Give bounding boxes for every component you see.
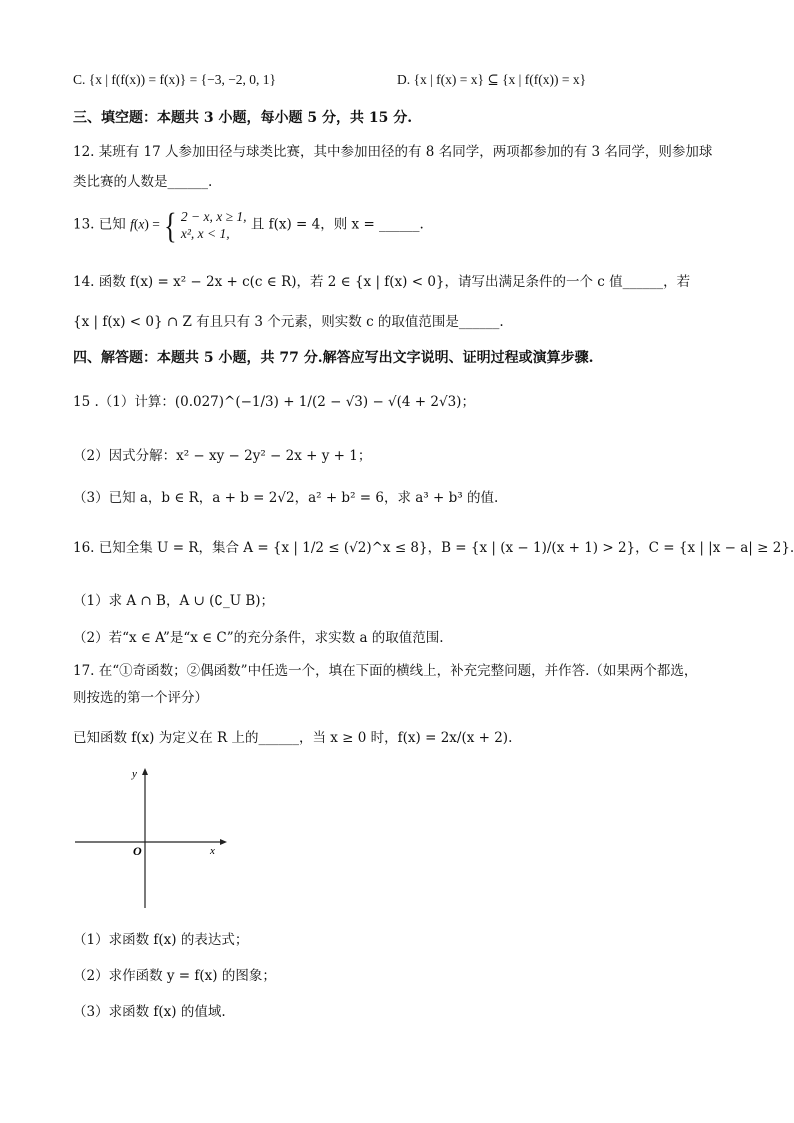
q16-part2: （2）若“x ∈ A”是“x ∈ C”的充分条件，求实数 a 的取值范围. <box>73 630 444 646</box>
q17-given: 已知函数 f(x) 为定义在 R 上的______，当 x ≥ 0 时，f(x) = 2x/(x + 2). <box>73 730 513 746</box>
section4-heading: 四、解答题：本题共 5 小题，共 77 分.解答应写出文字说明、证明过程或演算步骤. <box>73 350 594 366</box>
q16-stem: 16. 已知全集 U = R，集合 A = {x | 1/2 ≤ (√2)^x ≤ 8}，B = {x | (x − 1)/(x + 1) > 2}，C = {x | |x − a| ≥ 2}. <box>73 540 794 556</box>
q13-cases <box>181 208 247 242</box>
q13-suffix: 且 f(x) = 4，则 x = ______. <box>250 216 424 233</box>
q17-stem2: 则按选的第一个评分） <box>73 690 208 706</box>
q11-option-d <box>397 70 586 90</box>
q13-case2: x², x < 1, <box>180 226 230 241</box>
q12-line1: 12. 某班有 17 人参加田径与球类比赛，其中参加田径的有 8 名同学，两项都参加的有 3 名同学，则参加球 <box>73 144 713 160</box>
q15-part1: 15 .（1）计算：(0.027)^(−1/3) + 1/(2 − √3) − √(4 + 2√3)； <box>73 394 475 410</box>
q13: 13. 已知 f(x) = { 2 − x, x ≥ 1, x², x < 1, 且 f(x) = 4，则 x = ______. <box>73 204 424 246</box>
q17-stem1: 17. 在“①奇函数；②偶函数”中任选一个，填在下面的横线上，补充完整问题，并作答.（如果两个都选， <box>73 663 698 679</box>
q11-option-d-text: D. {x | f(x) = x} ⊆ {x | f(f(x)) = x} <box>397 72 587 87</box>
coordinate-axes-figure <box>70 765 230 915</box>
x-axis-label: x <box>210 845 215 857</box>
y-axis-label: y <box>132 768 137 780</box>
q13-prefix: 13. 已知 <box>73 216 126 233</box>
q17-part1: （1）求函数 f(x) 的表达式； <box>73 932 249 948</box>
q11-option-c <box>73 70 276 90</box>
q17-part3: （3）求函数 f(x) 的值域. <box>73 1004 226 1020</box>
origin-label: O <box>133 844 142 858</box>
q15-part3: （3）已知 a，b ∈ R，a + b = 2√2，a² + b² = 6，求 a³ + b³ 的值. <box>73 490 499 506</box>
q16-part1: （1）求 A ∩ B，A ∪ (∁_U B)； <box>73 593 275 609</box>
q15-part2: （2）因式分解：x² − xy − 2y² − 2x + y + 1； <box>73 448 372 464</box>
q14-line2: {x | f(x) < 0} ∩ Z 有且只有 3 个元素，则实数 c 的取值范围是______. <box>73 314 504 330</box>
q11-option-c-text: C. {x | f(f(x)) = f(x)} = {−3, −2, 0, 1} <box>73 72 277 87</box>
q14-line1: 14. 函数 f(x) = x² − 2x + c(c ∈ R)，若 2 ∈ {x | f(x) < 0}，请写出满足条件的一个 c 值______，若 <box>73 274 691 290</box>
q12-line2: 类比赛的人数是______. <box>73 174 213 190</box>
q17-part2: （2）求作函数 y = f(x) 的图象； <box>73 968 276 984</box>
x-axis-arrow-icon <box>220 839 227 845</box>
q13-case1: 2 − x, x ≥ 1, <box>180 209 247 224</box>
q13-brace-icon: { <box>164 204 177 246</box>
section3-heading: 三、填空题：本题共 3 小题，每小题 5 分，共 15 分. <box>73 110 413 126</box>
y-axis-arrow-icon <box>142 768 148 775</box>
